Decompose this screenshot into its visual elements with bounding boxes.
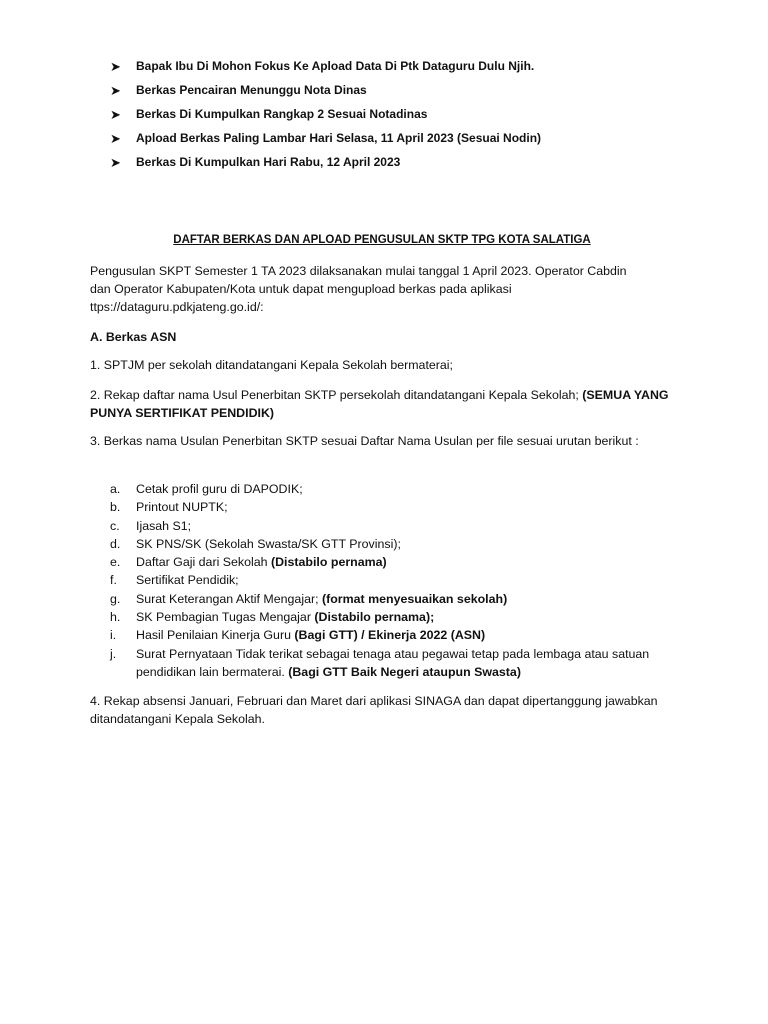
announcement-bullet-list (110, 54, 710, 174)
requirement-item-2-text: 2. Rekap daftar nama Usul Penerbitan SKTP persekolah ditandatangani Kepala Sekolah; (90, 388, 583, 402)
checklist-letter: h. (110, 610, 121, 625)
checklist-text (136, 590, 670, 608)
checklist-text (136, 626, 670, 644)
section-heading-asn: A. Berkas ASN (90, 330, 177, 344)
checklist-note: (format menyesuaikan sekolah) (321, 591, 508, 606)
checklist-text (136, 480, 670, 498)
checklist-plain: Hasil Penilaian Kinerja Guru (136, 628, 295, 643)
checklist-plain: Printout NUPTK; (136, 500, 228, 515)
checklist-letter: g. (110, 591, 121, 606)
document-title: DAFTAR BERKAS DAN APLOAD PENGUSULAN SKTP TPG KOTA SALATIGA (173, 234, 591, 246)
requirement-item-1: 1. SPTJM per sekolah ditandatangani Kepala Sekolah bermaterai; (90, 358, 453, 372)
arrowhead-bullet-icon: ➤ (110, 82, 121, 98)
checklist-plain: Daftar Gaji dari Sekolah (136, 555, 271, 570)
arrowhead-bullet-icon: ➤ (110, 58, 121, 74)
bullet-item (110, 54, 710, 78)
checklist-item (110, 517, 670, 535)
checklist-text (136, 571, 670, 589)
arrowhead-bullet-icon: ➤ (110, 130, 121, 146)
checklist-text (136, 517, 670, 535)
checklist-note: (Distabilo pernama); (314, 610, 435, 625)
checklist-text (136, 535, 670, 553)
arrowhead-bullet-icon: ➤ (110, 154, 121, 170)
bullet-item (110, 102, 710, 126)
intro-line: Pengusulan SKPT Semester 1 TA 2023 dilaksanakan mulai tanggal 1 April 2023. Operator Cabdin (90, 264, 627, 278)
checklist-plain: Ijasah S1; (136, 518, 192, 533)
checklist-letter: e. (110, 555, 121, 570)
requirement-item-2-note: (SEMUA YANG PUNYA SERTIFIKAT PENDIDIK) (90, 388, 669, 420)
checklist-item (110, 571, 670, 589)
checklist-item (110, 626, 670, 644)
checklist-note: (Bagi GTT) / Ekinerja 2022 (ASN) (294, 628, 486, 643)
bullet-text: Berkas Di Kumpulkan Rangkap 2 Sesuai Notadinas (136, 107, 428, 121)
bullet-text: Berkas Pencairan Menunggu Nota Dinas (136, 83, 367, 97)
checklist-item (110, 590, 670, 608)
checklist-letter: j. (110, 646, 117, 661)
checklist-plain: Surat Pernyataan Tidak terikat sebagai tenaga atau pegawai tetap pada lembaga atau satuan pendidikan lain bermaterai. (136, 646, 650, 679)
checklist-plain: SK Pembagian Tugas Mengajar (136, 610, 315, 625)
bullet-text: Apload Berkas Paling Lambar Hari Selasa, 11 April 2023 (Sesuai Nodin) (136, 131, 542, 145)
checklist-item (110, 645, 670, 682)
checklist-text (136, 553, 670, 571)
bullet-item (110, 126, 710, 150)
checklist-plain: Cetak profil guru di DAPODIK; (136, 482, 303, 496)
checklist-text (136, 645, 670, 682)
checklist-note: (Bagi GTT Baik Negeri ataupun Swasta) (288, 664, 521, 679)
bullet-text: Berkas Di Kumpulkan Hari Rabu, 12 April 2023 (136, 155, 401, 169)
checklist-item (110, 535, 670, 553)
checklist-text (136, 608, 670, 626)
requirement-item-4: 4. Rekap absensi Januari, Februari dan Maret dari aplikasi SINAGA dan dapat dipertanggung jawabkan ditandatangani Kepala Sekolah. (90, 694, 658, 726)
checklist-item (110, 608, 670, 626)
requirement-item-3: 3. Berkas nama Usulan Penerbitan SKTP sesuai Daftar Nama Usulan per file sesuai urutan berikut : (90, 434, 639, 448)
intro-line: dan Operator Kabupaten/Kota untuk dapat mengupload berkas pada aplikasi (90, 282, 512, 296)
checklist-item (110, 480, 670, 498)
checklist-plain: SK PNS/SK (Sekolah Swasta/SK GTT Provinsi); (136, 536, 401, 551)
checklist-letter: f. (110, 573, 117, 588)
bullet-item (110, 78, 710, 102)
checklist-letter: c. (110, 518, 120, 533)
checklist-note: (Distabilo pernama) (270, 555, 387, 570)
document-checklist (110, 480, 670, 681)
checklist-plain: Sertifikat Pendidik; (136, 573, 239, 588)
arrowhead-bullet-icon: ➤ (110, 106, 121, 122)
checklist-letter: d. (110, 536, 121, 551)
checklist-letter: b. (110, 500, 121, 515)
checklist-letter: a. (110, 482, 121, 496)
checklist-letter: i. (110, 628, 117, 643)
intro-paragraph (90, 262, 680, 316)
checklist-plain: Surat Keterangan Aktif Mengajar; (136, 591, 322, 606)
checklist-text (136, 498, 670, 516)
intro-line: ttps://dataguru.pdkjateng.go.id/: (90, 300, 264, 314)
bullet-text: Bapak Ibu Di Mohon Fokus Ke Apload Data Di Ptk Dataguru Dulu Njih. (136, 59, 535, 73)
checklist-item (110, 498, 670, 516)
bullet-item (110, 150, 710, 174)
requirement-item-2 (90, 386, 680, 422)
checklist-item (110, 553, 670, 571)
